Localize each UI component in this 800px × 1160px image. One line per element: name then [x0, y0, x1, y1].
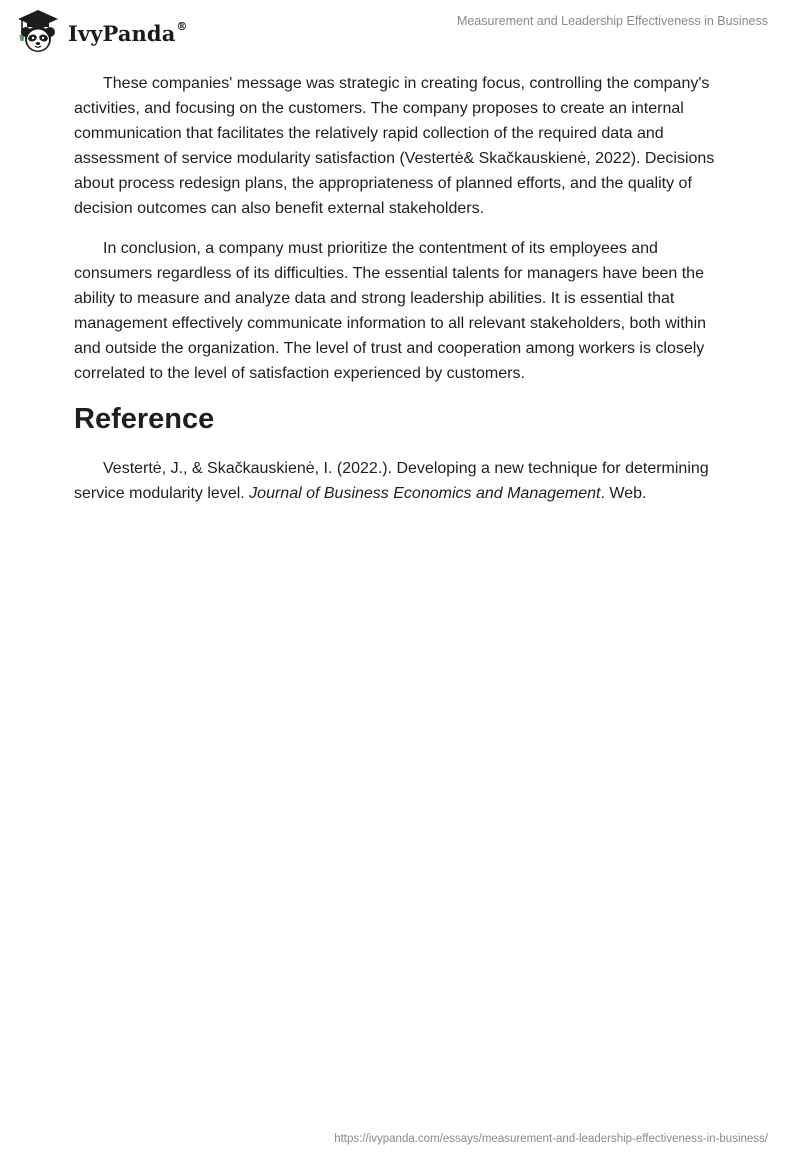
body-paragraph: In conclusion, a company must prioritize the contentment of its employees and consumers regardless of its difficulties. The essential talents for managers have been the ability to measure and analyze data and strong leadership abilities. It is essential that management effectively communicate information to all relevant stakeholders, both within and outside the organization. The level of trust and cooperation among workers is closely correlated to the level of satisfaction experienced by customers. [74, 240, 707, 382]
reference-authors-title: Vestertė, J., & Skačkauskienė, I. (2022.). Developing a new technique for determining service modularity level. [74, 460, 709, 502]
reference-journal: Journal of Business Economics and Management [249, 485, 601, 502]
panda-graduation-cap-icon [14, 8, 62, 56]
reference-heading: Reference [74, 403, 215, 435]
running-title: Measurement and Leadership Effectiveness in Business [456, 14, 768, 28]
brand-logo[interactable] [14, 8, 188, 56]
page-header [0, 0, 800, 62]
registered-mark: ® [176, 19, 188, 33]
document-body [74, 71, 726, 506]
body-paragraph: These companies' message was strategic in creating focus, controlling the company's activities, and focusing on the customers. The company proposes to create an internal communication that facilitates the relatively rapid collection of the required data and assessment of service modularity satisfaction (Vestertė& Skačkauskienė, 2022). Decisions about process redesign plans, the appropriateness of planned efforts, and the quality of decision outcomes can also benefit external stakeholders. [74, 75, 715, 217]
reference-entry [74, 456, 726, 506]
footer-url[interactable]: https://ivypanda.com/essays/measurement-and-leadership-effectiveness-in-business/ [334, 1133, 768, 1145]
reference-suffix: . Web. [600, 485, 647, 502]
brand-name: IvyPanda® [68, 19, 188, 46]
